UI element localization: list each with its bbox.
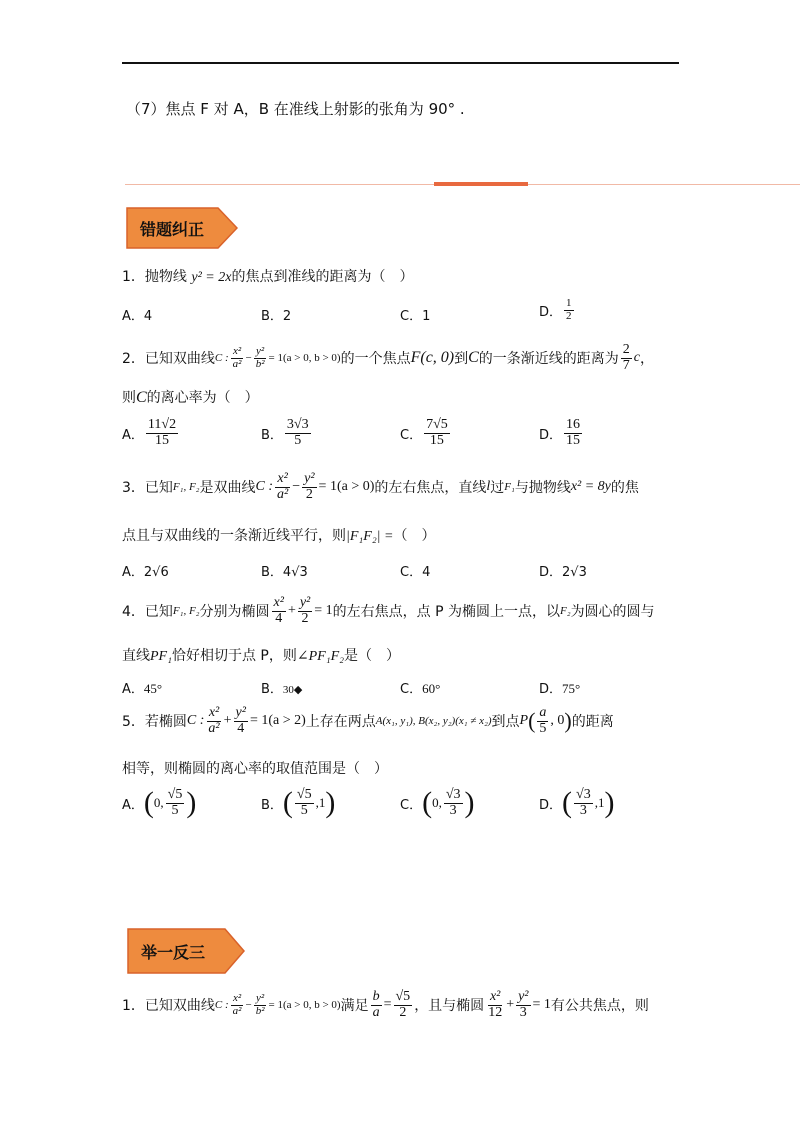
q2-line2-text: 则	[122, 390, 136, 406]
q1-option-d	[539, 298, 576, 322]
q2-distance-frac	[621, 343, 632, 373]
frac-num: y²	[256, 345, 265, 358]
paren-open: (	[143, 786, 154, 819]
q5-text: 若椭圆	[144, 714, 187, 731]
banner-label: 举一反三	[141, 942, 206, 962]
q5-paren-left: (	[528, 708, 536, 734]
practice-q1-text: 已知双曲线	[144, 998, 215, 1015]
practice-q1-frac-x	[231, 993, 244, 1017]
frac-num: 11√2	[147, 417, 177, 432]
option-label: C．	[400, 427, 423, 443]
frac-den: a²	[277, 486, 289, 502]
frac-den: 15	[566, 432, 581, 448]
q2-text-post: 的一条渐近线的距离为	[478, 351, 619, 368]
q2-stem-line2	[122, 387, 259, 407]
frac-den: 4	[275, 610, 283, 626]
q1-option-c: C．1	[400, 309, 431, 324]
q5-option-d-frac	[574, 788, 593, 818]
q4-text-mid: 分别为椭圆	[199, 604, 270, 621]
q5-number: 5．	[122, 714, 145, 731]
q5-stem-line2: 相等，则椭圆的离心率的取值范围是（ ）	[122, 761, 388, 777]
option-label: A．	[122, 797, 144, 813]
practice-q1-minus: −	[245, 999, 252, 1012]
q4-line-pf1: PF₁	[150, 649, 172, 664]
frac-num: a	[539, 705, 547, 720]
paren-open: (	[422, 786, 433, 819]
q2-stem-line1	[122, 343, 654, 373]
frac-den: 3	[579, 802, 587, 818]
q4-frac-y	[298, 596, 312, 626]
practice-q1-curve-name: C :	[214, 999, 229, 1012]
q5-text-to: 到点	[491, 714, 520, 731]
q1-text: 抛物线	[144, 269, 187, 285]
paren-close: )	[464, 786, 475, 819]
q5-text-mid: 上存在两点	[305, 714, 376, 731]
practice-q1-stem	[122, 990, 649, 1020]
paren-close: )	[186, 786, 197, 819]
q1-option-d-label: D．	[539, 304, 563, 320]
q3-stem-line2	[122, 525, 435, 545]
frac-num: √5	[395, 989, 411, 1004]
q1-equation: y² = 2x	[191, 270, 232, 285]
q4-option-c	[400, 678, 440, 697]
q4-number: 4．	[122, 604, 145, 621]
q2-option-a-frac	[146, 418, 178, 448]
q5-frac-x	[206, 706, 221, 736]
paren-open: (	[562, 786, 573, 819]
frac-num: x²	[232, 345, 242, 358]
q2-condition: = 1(a > 0, b > 0)	[268, 352, 341, 365]
q3-focus-f1: F₁	[504, 481, 515, 494]
q2-option-c-frac	[424, 418, 450, 448]
option-label: C．	[400, 682, 423, 697]
q4-option-b	[261, 678, 302, 697]
q4-eq1: = 1	[314, 603, 333, 619]
q4-option-d	[539, 678, 580, 697]
paren-close: )	[325, 786, 336, 819]
q3-text-mid: 是双曲线	[199, 480, 256, 497]
frac-den: 5	[539, 720, 547, 736]
q4-text: 已知	[144, 604, 173, 621]
frac-den: 3	[519, 1004, 527, 1020]
frac-den: 2	[566, 309, 572, 322]
q3-line2-end: （ ）	[393, 528, 436, 544]
q2-option-d	[539, 418, 584, 448]
q2-line2-curve: C	[136, 389, 147, 406]
q5-p-zero: , 0	[550, 713, 565, 729]
option-label: D．	[539, 682, 563, 697]
frac-num: √5	[167, 786, 183, 802]
frac-num: 2	[622, 342, 630, 357]
q5-points: A(x₁, y₁), B(x₂, y₂)(x₁ ≠ x₂)	[375, 715, 492, 728]
q5-option-c	[400, 786, 475, 820]
q3-frac-y	[302, 472, 316, 502]
frac-den: 4	[237, 720, 245, 736]
q3-text-post: 的左右焦点，直线	[374, 480, 487, 497]
practice-q1-ellipse-y	[516, 990, 530, 1020]
q5-option-b	[261, 786, 335, 820]
q3-text: 已知	[144, 480, 173, 497]
q2-option-b	[261, 418, 313, 448]
q2-text-mid: 的一个焦点	[340, 351, 411, 368]
frac-num: y²	[299, 595, 311, 610]
frac-den: 15	[429, 432, 444, 448]
option-label: A．	[122, 682, 144, 697]
q4-stem-line2	[122, 645, 400, 665]
frac-den: 7	[622, 357, 630, 373]
q2-option-c	[400, 418, 452, 448]
q5-condition: = 1(a > 2)	[249, 713, 306, 729]
q4-option-a	[122, 678, 162, 697]
frac-num: √5	[296, 786, 312, 802]
paren-close: )	[604, 786, 615, 819]
q5-curve-name: C :	[186, 713, 205, 729]
q5-option-b-frac	[295, 788, 314, 818]
q3-option-d: D．2√3	[539, 565, 587, 580]
frac-num: x²	[489, 989, 501, 1004]
q5-plus: +	[223, 713, 232, 729]
q2-text-to: 到	[454, 351, 469, 368]
option-value: 30◆	[282, 684, 303, 696]
frac-num: 16	[566, 417, 581, 432]
option-value: 45°	[143, 681, 163, 696]
practice-q1-text-post: ，且与椭圆	[414, 998, 485, 1015]
banner-juyifansan	[127, 928, 245, 974]
q5-option-a-frac	[166, 788, 185, 818]
practice-q1-ellipse-x	[486, 990, 504, 1020]
practice-q1-text-end: 有公共焦点，则	[550, 998, 649, 1015]
frac-den: b²	[255, 1004, 265, 1017]
frac-num: x²	[273, 595, 284, 610]
q3-condition: = 1(a > 0)	[318, 479, 375, 495]
q4-line2-end: 是（ ）	[344, 648, 401, 664]
banner-label: 错题纠正	[140, 219, 205, 239]
practice-q1-eq: =	[383, 997, 392, 1013]
q4-angle: ∠PF₁F₂	[296, 649, 345, 664]
q4-text-end: 为圆心的圆与	[570, 604, 655, 621]
q5-option-a	[122, 786, 196, 820]
frac-num: y²	[518, 989, 529, 1004]
practice-q1-eq1: = 1	[532, 997, 551, 1013]
practice-q1-ratio-val	[394, 990, 413, 1020]
frac-num: x²	[208, 705, 220, 720]
practice-q1-plus: +	[506, 997, 515, 1013]
q2-frac-x	[231, 346, 244, 370]
q4-frac-x	[272, 596, 286, 626]
q2-option-a	[122, 418, 180, 448]
frac-den: 5	[171, 802, 179, 818]
q5-point-p: P	[519, 713, 529, 729]
interval-end: ,1	[594, 795, 605, 810]
q4-line2-mid: 恰好相切于点 P，则	[171, 648, 297, 664]
property-7: （7）焦点 F 对 A，B 在准线上射影的张角为 90° .	[126, 100, 465, 118]
frac-num: 3√3	[286, 417, 309, 432]
option-label: A．	[122, 427, 144, 443]
q2-minus: −	[245, 352, 252, 365]
q2-frac-y	[254, 346, 267, 370]
q1-option-a: A．4	[122, 309, 153, 324]
frac-num: y²	[235, 705, 246, 720]
option-value: 60°	[422, 681, 441, 696]
frac-den: 2	[399, 1004, 407, 1020]
q3-frac-x	[275, 472, 290, 502]
q4-focus-f2: F₂	[560, 605, 571, 618]
q3-option-a: A．2√6	[122, 565, 169, 580]
q2-comma: ，	[640, 351, 655, 368]
option-label: D．	[539, 427, 563, 443]
frac-num: y²	[304, 471, 315, 486]
frac-den: a	[372, 1004, 380, 1020]
q3-parabola: x² = 8y	[570, 479, 611, 495]
q4-foci: F₁, F₂	[172, 605, 200, 618]
option-label: D．	[539, 797, 563, 813]
q3-option-c: C．4	[400, 565, 431, 580]
q2-line2-post: 的离心率为（ ）	[146, 390, 259, 406]
q5-option-c-frac	[444, 788, 463, 818]
q2-number: 2．	[122, 351, 145, 368]
frac-num: y²	[256, 992, 265, 1005]
q1-text-post: 的焦点到准线的距离为（ ）	[231, 269, 414, 285]
frac-num: √3	[445, 786, 461, 802]
q4-line2-text: 直线	[122, 648, 150, 664]
frac-den: 5	[294, 432, 302, 448]
option-label: B．	[261, 682, 283, 697]
q2-option-d-frac	[564, 418, 582, 448]
q5-text-end: 的距离	[571, 714, 614, 731]
practice-q1-text-mid: 满足	[340, 998, 369, 1015]
frac-num: x²	[277, 471, 288, 486]
option-value: 75°	[562, 681, 581, 696]
q5-option-d	[539, 786, 614, 820]
banner-cuoti	[126, 207, 238, 249]
q3-line2-text: 点且与双曲线的一条渐近线平行，则	[122, 528, 346, 544]
q1-number: 1．	[122, 269, 145, 285]
frac-den: 2	[301, 610, 309, 626]
q4-plus: +	[287, 603, 296, 619]
frac-den: a²	[208, 720, 220, 736]
frac-den: a²	[232, 1004, 242, 1017]
option-label: C．	[400, 797, 423, 813]
q5-p-frac	[537, 706, 548, 736]
top-rule	[122, 62, 679, 64]
frac-den: a²	[232, 357, 242, 370]
practice-q1-number: 1．	[122, 998, 145, 1015]
q3-text-end: 的焦	[610, 480, 639, 497]
q1-stem	[122, 266, 413, 286]
q2-curve-name: C :	[214, 352, 229, 365]
q2-focus: F(c, 0)	[410, 349, 455, 367]
option-label: B．	[261, 797, 283, 813]
frac-num: b	[372, 989, 380, 1004]
q3-text-yu: 与抛物线	[514, 480, 571, 497]
option-label: B．	[261, 427, 283, 443]
q5-frac-y	[234, 706, 248, 736]
q5-stem-line1	[122, 706, 614, 736]
q2-curve-ref: C	[468, 349, 479, 367]
q3-line-l: l	[486, 479, 491, 495]
frac-den: 2	[305, 486, 313, 502]
q3-stem-line1	[122, 472, 639, 502]
frac-num: √3	[576, 786, 591, 802]
q3-option-b: B．4√3	[261, 565, 308, 580]
q3-foci: F₁, F₂	[172, 481, 200, 494]
practice-q1-ratio	[371, 990, 382, 1020]
frac-den: 3	[449, 802, 457, 818]
interval-end: ,1	[315, 795, 326, 810]
paren-open: (	[282, 786, 293, 819]
separator-accent	[434, 182, 528, 186]
q3-number: 3．	[122, 480, 145, 497]
q1-option-d-frac	[564, 298, 574, 322]
q3-text-guo: 过	[490, 480, 505, 497]
q1-option-b: B．2	[261, 309, 292, 324]
q5-paren-right: )	[564, 708, 572, 734]
q2-option-b-frac	[285, 418, 311, 448]
practice-q1-frac-y	[254, 993, 267, 1017]
frac-num: 7√5	[426, 417, 448, 432]
practice-q1-condition: = 1(a > 0, b > 0)	[268, 999, 341, 1012]
q4-stem-line1	[122, 596, 655, 626]
interval-start: 0,	[153, 795, 164, 810]
frac-den: b²	[255, 357, 265, 370]
q4-text-post: 的左右焦点，点 P 为椭圆上一点，以	[332, 604, 561, 621]
q2-text: 已知双曲线	[144, 351, 215, 368]
frac-num: x²	[232, 992, 242, 1005]
q2-distance-c: c	[633, 350, 641, 366]
frac-den: 12	[488, 1004, 503, 1020]
frac-den: 15	[154, 432, 169, 448]
q3-abs-f1f2: |F₁F₂| =	[346, 529, 394, 544]
q3-curve-name: C :	[255, 479, 274, 495]
frac-den: 5	[300, 802, 308, 818]
interval-start: 0,	[432, 795, 442, 810]
q3-minus: −	[292, 479, 301, 495]
frac-num: 1	[566, 297, 572, 309]
